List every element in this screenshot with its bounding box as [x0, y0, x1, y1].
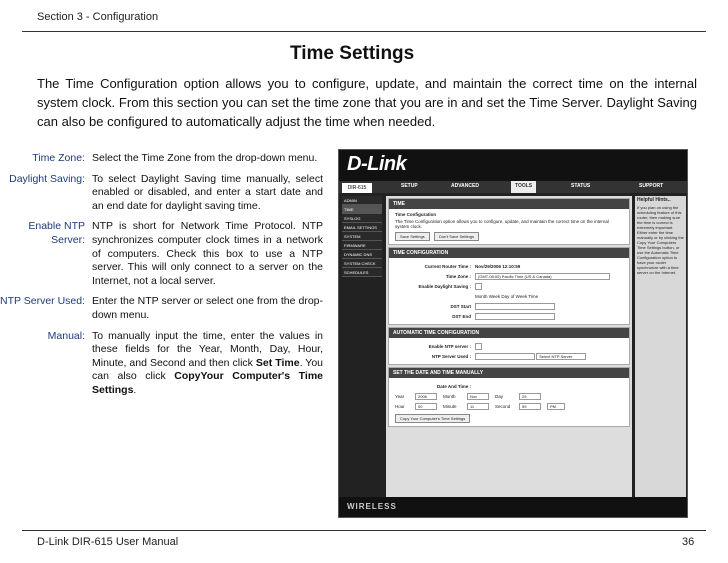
definition-term: Enable NTP Server:: [28, 220, 85, 246]
help-text: If you plan on using the scheduling feature of this router, then making sure the time is correct is extremely important. Either enter the time manually or by clicking the Copy Your Computers Time Settings button, or use the Automatic Time Configuration option to have your router synchronize with a time server on the Internet.: [637, 205, 684, 275]
definition-list: [0, 152, 328, 405]
sidebar-item-admin[interactable]: ADMIN: [342, 196, 382, 205]
tab-status[interactable]: STATUS: [571, 183, 591, 189]
sidebar-item-ddns[interactable]: DYNAMIC DNS: [342, 250, 382, 259]
tab-setup[interactable]: SETUP: [401, 183, 418, 189]
panel-text: The Time Configuration option allows you to configure, update, and maintain the correct time on the internal system clock.: [395, 219, 609, 229]
definition-text: Select the Time Zone from the drop-down menu.: [92, 152, 318, 164]
help-title: Helpful Hints..: [637, 197, 671, 203]
bottom-divider: [22, 530, 706, 531]
current-time-value: Nov/29/2006 12:10:59: [475, 263, 521, 269]
save-button[interactable]: Save Settings: [395, 232, 430, 241]
definition-item: [0, 173, 328, 214]
ntp-server-select[interactable]: Select NTP Server: [536, 353, 586, 360]
definition-term: Manual:: [47, 329, 85, 342]
panel-title: TIME CONFIGURATION: [389, 248, 629, 258]
router-sidebar: [342, 196, 382, 277]
ntp-checkbox[interactable]: [475, 343, 482, 350]
date-time-label: Date And Time :: [436, 383, 471, 389]
ntp-enable-label: Enable NTP server :: [428, 343, 471, 349]
ntp-used-label: NTP Server Used :: [431, 353, 471, 359]
dont-save-button[interactable]: Don't Save Settings: [434, 232, 479, 241]
router-footer: [339, 497, 688, 517]
definition-item: [0, 152, 328, 166]
sidebar-item-check[interactable]: SYSTEM CHECK: [342, 259, 382, 268]
minute-select[interactable]: 11: [467, 403, 489, 410]
sidebar-item-syslog[interactable]: SYSLOG: [342, 214, 382, 223]
second-label: Second: [495, 403, 511, 409]
router-screenshot: [338, 149, 688, 518]
wireless-label: WIRELESS: [347, 502, 397, 511]
manual-text-a: To manually input the time, enter the values in these fields for the Year, Month, Day, Hour, Minute, and Second and then click: [92, 329, 323, 369]
copy-time-bold: CopyYour Computer's Time Settings: [92, 370, 323, 396]
model-badge: DIR-615: [342, 183, 372, 193]
definition-text: NTP is short for Network Time Protocol. NTP synchronizes computer clock times in a network of computers. Check this box to use a NTP server. This will only connect to a server on the Internet, not a local server.: [92, 220, 323, 287]
set-time-bold: Set Time: [255, 356, 300, 369]
sidebar-item-email[interactable]: EMAIL SETTINGS: [342, 223, 382, 232]
panel-title: AUTOMATIC TIME CONFIGURATION: [389, 328, 629, 338]
day-select[interactable]: 29: [519, 393, 541, 400]
intro-paragraph: The Time Configuration option allows you to configure, update, and maintain the correct time on the internal system clock. From this section you can set the time zone that you are in and set the Time Server. Daylight Saving can also be configured to automatically adjust the time when needed.: [37, 76, 697, 129]
copy-time-button[interactable]: Copy Your Computer's Time Settings: [395, 414, 470, 423]
sidebar-item-time[interactable]: TIME: [342, 205, 382, 214]
manual-time-panel: [388, 367, 630, 427]
section-label: Section 3 - Configuration: [37, 11, 159, 23]
page-number: 36: [682, 536, 695, 548]
help-panel: [635, 196, 686, 497]
timezone-select[interactable]: (GMT-08:00) Pacific Time (US & Canada): [475, 273, 610, 280]
sidebar-item-system[interactable]: SYSTEM: [342, 232, 382, 241]
tab-support[interactable]: SUPPORT: [639, 183, 664, 189]
daylight-checkbox[interactable]: [475, 283, 482, 290]
top-divider: [22, 31, 706, 32]
sidebar-item-schedules[interactable]: SCHEDULES: [342, 268, 382, 277]
dst-columns: Month Week Day of Week Time: [475, 293, 539, 299]
dst-end-label: DST End: [452, 313, 471, 319]
second-select[interactable]: 59: [519, 403, 541, 410]
hour-select[interactable]: 00: [415, 403, 437, 410]
tab-tools[interactable]: TOOLS: [511, 181, 536, 193]
dst-end-select[interactable]: [475, 313, 555, 320]
dst-start-select[interactable]: [475, 303, 555, 310]
month-label: Month: [443, 393, 456, 399]
ampm-select[interactable]: PM: [547, 403, 565, 410]
timezone-label: Time Zone :: [445, 273, 471, 279]
tab-advanced[interactable]: ADVANCED: [451, 183, 479, 189]
hour-label: Hour: [395, 403, 405, 409]
definition-term: Time Zone:: [32, 152, 85, 164]
router-tab-bar: [339, 181, 688, 193]
manual-text-c: .: [133, 383, 137, 396]
definition-text: [92, 330, 323, 398]
manual-text-b: . You can also click: [92, 356, 324, 383]
footer-manual-title: D-Link DIR-615 User Manual: [37, 536, 179, 548]
router-main: [386, 196, 632, 497]
definition-item: [0, 330, 328, 398]
definition-item: [0, 220, 328, 288]
page-title: Time Settings: [290, 43, 415, 64]
router-header: [339, 150, 687, 181]
day-label: Day: [495, 393, 504, 399]
daylight-label: Enable Daylight Saving :: [418, 283, 471, 289]
time-panel: [388, 198, 630, 245]
definition-text: Enter the NTP server or select one from the drop-down menu.: [92, 295, 323, 321]
ntp-server-input[interactable]: [475, 353, 535, 360]
auto-time-panel: [388, 327, 630, 365]
month-select[interactable]: Nov: [467, 393, 489, 400]
definition-item: [0, 295, 328, 322]
panel-title: TIME: [389, 199, 629, 209]
current-time-label: Current Router Time :: [424, 263, 471, 269]
definition-term: Daylight Saving:: [9, 172, 85, 185]
time-config-panel: [388, 247, 630, 325]
year-label: Year: [395, 393, 405, 399]
minute-label: Minute: [443, 403, 457, 409]
definition-text: To select Daylight Saving time manually, select enabled or disabled, and enter a start date and an end date for daylight saving time.: [92, 172, 323, 212]
dlink-logo: D-Link: [347, 153, 407, 175]
definition-term: NTP Server Used:: [0, 295, 85, 308]
dst-start-label: DST Start: [450, 303, 471, 309]
panel-subtitle: Time Configuration: [395, 212, 437, 217]
panel-title: SET THE DATE AND TIME MANUALLY: [389, 368, 629, 378]
year-select[interactable]: 2006: [415, 393, 437, 400]
sidebar-item-firmware[interactable]: FIRMWARE: [342, 241, 382, 250]
